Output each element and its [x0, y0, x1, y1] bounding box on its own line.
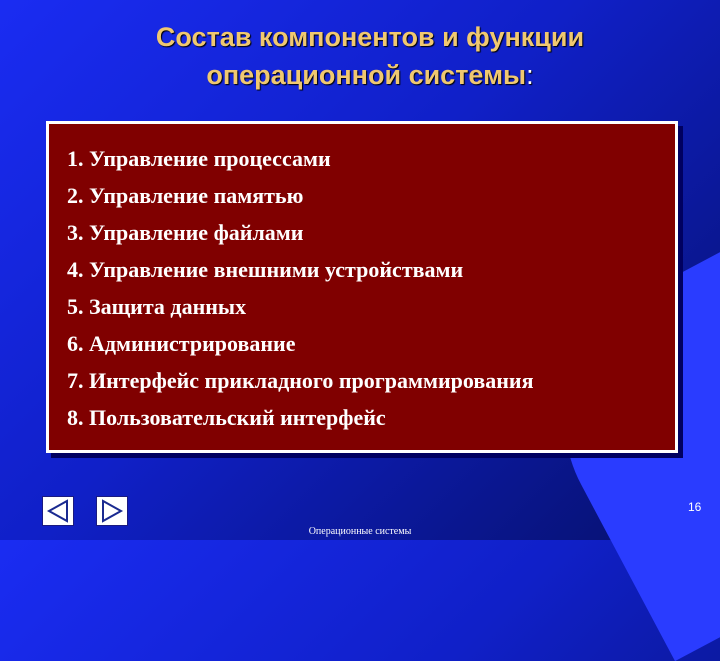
list-item: 3. Управление файлами — [67, 220, 304, 245]
next-slide-button[interactable] — [96, 496, 128, 526]
triangle-left-icon — [43, 497, 73, 525]
list-item: 1. Управление процессами — [67, 146, 331, 171]
function-list — [67, 140, 533, 436]
list-item: 4. Управление внешними устройствами — [67, 257, 464, 282]
title-line-1: Состав компонентов и функции — [155, 22, 585, 52]
title-line-2-text: операционной системы — [206, 60, 527, 90]
list-item: 5. Защита данных — [67, 294, 247, 319]
slide-title — [60, 18, 680, 94]
list-item: 7. Интерфейс прикладного программирования — [67, 368, 534, 393]
footer-text: Операционные системы — [308, 526, 412, 537]
title-line-2 — [60, 56, 680, 94]
list-item: 8. Пользовательский интерфейс — [67, 405, 386, 430]
page-number: 16 — [688, 500, 702, 514]
content-panel — [46, 121, 678, 453]
previous-slide-button[interactable] — [42, 496, 74, 526]
triangle-right-icon — [97, 497, 127, 525]
title-colon: : — [526, 60, 534, 90]
list-item: 2. Управление памятью — [67, 183, 304, 208]
list-item: 6. Администрирование — [67, 331, 296, 356]
